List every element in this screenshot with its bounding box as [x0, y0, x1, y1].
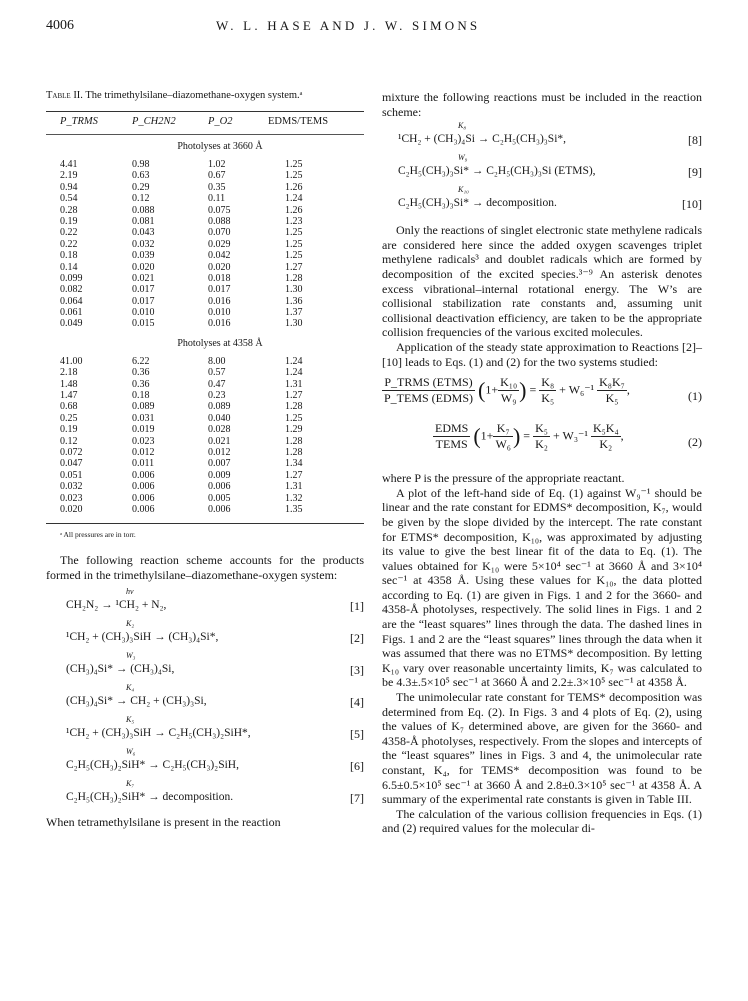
eq1-rhs1 — [539, 375, 556, 406]
cell-ratio: 1.31 — [285, 481, 303, 493]
cell-p-o2: 0.088 — [208, 215, 231, 227]
reaction-equation — [382, 121, 702, 153]
cell-p-o2: 0.012 — [208, 446, 231, 458]
cell-p-trms: 0.082 — [60, 284, 83, 296]
cell-p-ch2n2: 0.011 — [132, 458, 155, 470]
table-caption-text: The trimethylsilane–diazomethane-oxygen system.ᵃ — [85, 90, 303, 101]
cell-p-ch2n2: 0.089 — [132, 401, 155, 413]
cell-p-o2: 0.040 — [208, 412, 231, 424]
table-row — [46, 250, 364, 261]
cell-p-trms: 0.22 — [60, 227, 78, 239]
cell-p-ch2n2: 0.36 — [132, 367, 150, 379]
right-paragraph-5: The unimolecular rate constant for TEMS* decomposition was determined from Eq. (2). In Figs. 3 and 4 plots of Eq. (2), using the values of K₇ determined above, are given for the 3660- and 4358-Å photolyses, respectively. From the slopes and intercepts of the “least squares” lines in Figs. 3 and 4, the unimolecular rate constant, K₄, for TEMS* decomposition was found to be 6.5±0.5×10⁵ sec⁻¹ at 3660 Å and 2.8±0.3×10⁵ sec⁻¹ at 4358 Å. A summary of the experimental rate constants is given in Table III. — [382, 690, 702, 807]
cell-ratio: 1.25 — [285, 250, 303, 262]
right-paragraph-0: mixture the following reactions must be included in the reaction scheme: — [382, 90, 702, 119]
page-number: 4006 — [46, 18, 74, 33]
eq2-rhs2-num: K₅K₄ — [592, 421, 619, 436]
rate-constant-label: W₉ — [458, 153, 468, 163]
cell-p-ch2n2: 0.039 — [132, 250, 155, 262]
table-row — [46, 379, 364, 390]
cell-p-ch2n2: 0.98 — [132, 159, 150, 170]
reaction-number: [3] — [350, 662, 364, 677]
eq1-lhs-num: P_TRMS (ETMS) — [382, 375, 475, 391]
table-header-rule — [46, 134, 364, 135]
cell-ratio: 1.28 — [285, 272, 303, 284]
cell-p-o2: 0.089 — [208, 401, 231, 413]
table-row — [46, 159, 364, 170]
cell-ratio: 1.26 — [285, 204, 303, 216]
cell-p-ch2n2: 0.017 — [132, 295, 155, 307]
reaction-number: [5] — [350, 726, 364, 741]
right-paragraph-2: Application of the steady state approximation to Reactions [2]–[10] leads to Eqs. (1) and (2) for the two systems studied: — [382, 339, 702, 369]
reaction-number: [4] — [350, 694, 364, 709]
eq2-label: (2) — [688, 435, 702, 450]
cell-p-ch2n2: 6.22 — [132, 355, 150, 367]
table-row — [46, 227, 364, 238]
reaction-text: ¹CH₂ + (CH₃)₄Si → C₂H₅(CH₃)₃Si*, — [398, 133, 567, 146]
eq2-mid: + W₃⁻¹ — [552, 428, 588, 443]
eq1-rhs1-num: K₈ — [541, 375, 555, 390]
table-row — [46, 413, 364, 424]
cell-p-ch2n2: 0.043 — [132, 227, 155, 239]
reaction-number: [8] — [688, 133, 702, 148]
col-header-p-o2: P_O2 — [208, 116, 233, 127]
table-row — [46, 470, 364, 481]
reaction-number: [1] — [350, 598, 364, 613]
cell-p-ch2n2: 0.020 — [132, 261, 155, 273]
cell-p-ch2n2: 0.006 — [132, 481, 155, 493]
cell-p-o2: 0.070 — [208, 227, 231, 239]
cell-p-o2: 0.017 — [208, 284, 231, 296]
eq1-rhs1-den: K₅ — [541, 391, 555, 406]
cell-ratio: 1.36 — [285, 295, 303, 307]
eq2-rhs1-num: K₅ — [535, 421, 548, 436]
cell-ratio: 1.25 — [285, 412, 303, 424]
cell-p-ch2n2: 0.021 — [132, 272, 155, 284]
table-row — [46, 367, 364, 378]
table-caption — [46, 90, 364, 101]
table-row — [46, 318, 364, 329]
eq1-label: (1) — [688, 389, 702, 404]
cell-ratio: 1.24 — [285, 193, 303, 205]
cell-p-o2: 0.23 — [208, 390, 226, 402]
eq2-paren-num: K₇ — [493, 421, 513, 437]
eq2-rhs1-den: K₂ — [535, 437, 548, 452]
cell-p-trms: 0.28 — [60, 204, 78, 216]
table-row — [46, 216, 364, 227]
cell-p-o2: 0.010 — [208, 307, 231, 319]
cell-p-trms: 0.072 — [60, 446, 83, 458]
cell-ratio: 1.23 — [285, 215, 303, 227]
cell-p-o2: 0.006 — [208, 503, 231, 515]
eq1-mid: + W₆⁻¹ — [559, 382, 595, 397]
cell-p-o2: 0.020 — [208, 261, 231, 273]
right-paragraph-4: A plot of the left-hand side of Eq. (1) against W₉⁻¹ should be linear and the rate constant for EDMS* decomposition, K₇, would be given by the slope divided by the intercept. The rate constant for ETMS* decomposition, K₁₀, was approximated by adjusting its value to give the best linear fit of the data to Eq. (1). The values obtained for K₁₀ were 5×10⁴ sec⁻¹ at 3660 Å and 3×10⁴ sec⁻¹ at 4358 Å. Using these values for K₁₀, the data plotted according to Eq. (1) are given in Figs. 1 and 2 for the 3660- and 4358-Å photolyses, respectively. The solid lines in Figs. 1 and 2 are the “least squares” lines through the data. The dashed lines in Figs. 1 and 2 are the “least squares” lines through the data when it was assumed that there was no ETMS* decomposition. By letting K₁₀ vary over reasonable uncertainty limits, K₇ was calculated to be 4.3±.5×10⁵ sec⁻¹ at 3660 Å and 2.2±.3×10⁵ sec⁻¹ at 4358 Å. — [382, 485, 702, 690]
cell-p-trms: 4.41 — [60, 159, 78, 170]
reaction-equation — [382, 153, 702, 185]
cell-ratio: 1.37 — [285, 307, 303, 319]
rate-constant-label: W₃ — [126, 650, 136, 660]
table-bottom-rule — [46, 523, 364, 524]
page-header — [46, 18, 696, 40]
cell-p-o2: 0.029 — [208, 238, 231, 250]
eq2-lhs — [433, 421, 470, 452]
rate-constant-label: K₄ — [126, 682, 135, 692]
reaction-number: [10] — [682, 197, 702, 212]
cell-ratio: 1.28 — [285, 435, 303, 447]
cell-p-trms: 1.48 — [60, 378, 78, 390]
cell-p-trms: 0.19 — [60, 424, 78, 436]
cell-p-trms: 0.099 — [60, 272, 83, 284]
cell-p-ch2n2: 0.29 — [132, 181, 150, 193]
right-paragraph-1: Only the reactions of singlet electronic state methylene radicals are considered here since the added oxygen scavenges triplet methylene radicals³ and doublet radicals which are formed by decomposition of the excited species.³⁻⁹ An asterisk denotes excess vibrational–internal rotational energy. The W’s are collisional stabilization rate constants and, assuming unit collisional deactivation efficiency, are taken to be the appropriate collision frequencies of the various excited molecules. — [382, 223, 702, 340]
cell-p-o2: 0.018 — [208, 272, 231, 284]
cell-ratio: 1.31 — [285, 378, 303, 390]
group2-rows — [46, 356, 364, 515]
cell-p-trms: 0.19 — [60, 215, 78, 227]
reaction-number: [7] — [350, 790, 364, 805]
cell-p-ch2n2: 0.081 — [132, 215, 155, 227]
cell-p-ch2n2: 0.012 — [132, 446, 155, 458]
cell-p-ch2n2: 0.006 — [132, 469, 155, 481]
table-row — [46, 193, 364, 204]
cell-ratio: 1.25 — [285, 227, 303, 239]
eq2-paren — [493, 421, 513, 452]
eq1-rhs2-num: K₈K₇ — [599, 375, 625, 390]
eq1-lhs-den: P_TEMS (EDMS) — [384, 391, 474, 406]
reaction-text: (CH₃)₄Si* → CH₂ + (CH₃)₃Si, — [66, 694, 207, 707]
cell-p-trms: 0.049 — [60, 318, 83, 330]
cell-p-ch2n2: 0.18 — [132, 390, 150, 402]
eq1-paren-num: K₁₀ — [500, 375, 518, 390]
running-head: W. L. HASE AND J. W. SIMONS — [216, 18, 481, 33]
table-row — [46, 296, 364, 307]
table-row — [46, 262, 364, 273]
rate-constant-label: K₈ — [458, 121, 467, 131]
cell-p-trms: 0.54 — [60, 193, 78, 205]
group2-title: Photolyses at 4358 Å — [177, 337, 263, 349]
equation-2: $\frac{\text{EDMS}}{\text{TEMS}}$ (1+ $\frac{\text{K₇}}{\text{W₆}}$ ) = $\frac{\text{K₅}}{\text{K₂}}$ + W₃⁻¹ $\frac{\text{K₅K₄}}{\text{K₂}}$ , (2) — [435, 421, 702, 452]
intro-paragraph: The following reaction scheme accounts for the products formed in the trimethylsilane–diazomethane-oxygen system: — [46, 553, 364, 582]
reaction-text: (CH₃)₄Si* → (CH₃)₄Si, — [66, 662, 175, 675]
right-column — [382, 90, 702, 990]
eq2-lhs-den: TEMS — [435, 437, 468, 452]
group1-title: Photolyses at 3660 Å — [177, 141, 263, 152]
cell-p-trms: 0.064 — [60, 295, 83, 307]
cell-p-o2: 0.016 — [208, 318, 231, 330]
cell-p-ch2n2: 0.015 — [132, 318, 155, 330]
cell-ratio: 1.25 — [285, 170, 303, 182]
cell-ratio: 1.27 — [285, 261, 303, 273]
group1-rows — [46, 159, 364, 330]
eq1-paren-den: W₉ — [500, 391, 517, 406]
col-header-ratio: EDMS/TEMS — [268, 116, 329, 127]
right-paragraph-6: The calculation of the various collision frequencies in Eqs. (1) and (2) required values for the molecular di- — [382, 806, 702, 836]
cell-ratio: 1.27 — [285, 469, 303, 481]
table-row — [46, 481, 364, 492]
cell-p-trms: 0.94 — [60, 181, 78, 193]
col-header-p-ch2n2: P_CH2N2 — [132, 116, 176, 127]
cell-p-trms: 0.032 — [60, 481, 83, 493]
rate-constant-label: K₁₀ — [458, 185, 469, 195]
table-row — [46, 205, 364, 216]
eq2-rhs2-den: K₂ — [599, 437, 613, 452]
cell-p-o2: 1.02 — [208, 159, 226, 170]
cell-p-trms: 41.00 — [60, 355, 83, 367]
right-paragraph-3: where P is the pressure of the appropriate reactant. — [382, 471, 625, 486]
cell-p-trms: 0.68 — [60, 401, 78, 413]
cell-p-trms: 0.020 — [60, 503, 83, 515]
cell-p-o2: 0.009 — [208, 469, 231, 481]
cell-p-ch2n2: 0.006 — [132, 492, 155, 504]
reaction-number: [6] — [350, 758, 364, 773]
closing-line: When tetramethylsilane is present in the reaction — [46, 814, 281, 829]
cell-p-o2: 0.006 — [208, 481, 231, 493]
table-row — [46, 424, 364, 435]
table-row — [46, 182, 364, 193]
cell-p-trms: 1.47 — [60, 390, 78, 402]
eq1-rhs2-den: K₅ — [605, 391, 619, 406]
rate-constant-label: hν — [126, 586, 134, 596]
table-footnote: ᵃ All pressures are in torr. — [60, 530, 136, 540]
cell-p-ch2n2: 0.36 — [132, 378, 150, 390]
cell-p-o2: 0.016 — [208, 295, 231, 307]
eq1-paren — [498, 375, 519, 406]
reaction-text: ¹CH₂ + (CH₃)₃SiH → C₂H₅(CH₃)₂SiH*, — [66, 726, 251, 739]
cell-p-ch2n2: 0.017 — [132, 284, 155, 296]
reaction-text: C₂H₅(CH₃)₃Si* → C₂H₅(CH₃)₃Si (ETMS), — [398, 165, 596, 178]
cell-p-ch2n2: 0.023 — [132, 435, 155, 447]
cell-p-o2: 0.11 — [208, 193, 226, 205]
cell-p-ch2n2: 0.031 — [132, 412, 155, 424]
cell-ratio: 1.25 — [285, 238, 303, 250]
cell-p-o2: 0.35 — [208, 181, 226, 193]
rate-constant-label: W₆ — [126, 746, 136, 756]
cell-p-o2: 0.042 — [208, 250, 231, 262]
reaction-equation — [46, 651, 364, 683]
cell-ratio: 1.28 — [285, 446, 303, 458]
table-header-row — [46, 112, 364, 134]
table-row — [46, 356, 364, 367]
reaction-equation — [46, 747, 364, 779]
cell-p-o2: 0.005 — [208, 492, 231, 504]
eq1-rhs2 — [597, 375, 627, 406]
reaction-equation — [46, 715, 364, 747]
reaction-equation — [46, 683, 364, 715]
rate-constant-label: K₂ — [126, 618, 135, 628]
cell-ratio: 1.30 — [285, 284, 303, 296]
cell-ratio: 1.24 — [285, 367, 303, 379]
cell-p-o2: 8.00 — [208, 355, 226, 367]
table-row — [46, 401, 364, 412]
reaction-equation — [382, 185, 702, 217]
cell-p-trms: 0.061 — [60, 307, 83, 319]
reaction-equation — [46, 779, 364, 811]
cell-p-ch2n2: 0.12 — [132, 193, 150, 205]
reaction-equation — [46, 619, 364, 651]
cell-p-ch2n2: 0.088 — [132, 204, 155, 216]
cell-p-trms: 0.12 — [60, 435, 78, 447]
cell-p-ch2n2: 0.010 — [132, 307, 155, 319]
table-row — [46, 273, 364, 284]
cell-p-trms: 0.023 — [60, 492, 83, 504]
eq2-rhs1 — [533, 421, 550, 452]
cell-ratio: 1.24 — [285, 355, 303, 367]
eq2-paren-den: W₆ — [495, 437, 511, 452]
cell-ratio: 1.27 — [285, 390, 303, 402]
reaction-text: C₂H₅(CH₃)₂SiH* → decomposition. — [66, 790, 234, 803]
cell-p-o2: 0.47 — [208, 378, 226, 390]
table-row — [46, 493, 364, 504]
col-header-p-trms: P_TRMS — [60, 116, 98, 127]
equation-1: $\frac{\text{P\_TRMS (ETMS)}}{\text{P\_TEMS (EDMS)}}$ (1+ $\frac{\text{K₁₀}}{\text{W₉}}$ ) = $\frac{\text{K₈}}{\text{K₅}}$ + W₆⁻¹ $\frac{\text{K₈K₇}}{\text{K₅}}$ , (1) — [384, 375, 702, 406]
cell-p-ch2n2: 0.006 — [132, 503, 155, 515]
cell-p-trms: 2.19 — [60, 170, 78, 182]
cell-ratio: 1.28 — [285, 401, 303, 413]
cell-p-ch2n2: 0.63 — [132, 170, 150, 182]
cell-ratio: 1.25 — [285, 159, 303, 170]
cell-ratio: 1.30 — [285, 318, 303, 330]
cell-p-ch2n2: 0.019 — [132, 424, 155, 436]
eq2-rhs2 — [591, 421, 621, 452]
table-row — [46, 447, 364, 458]
cell-p-o2: 0.028 — [208, 424, 231, 436]
eq1-lhs — [382, 375, 475, 406]
cell-ratio: 1.35 — [285, 503, 303, 515]
table-row — [46, 504, 364, 515]
cell-ratio: 1.26 — [285, 181, 303, 193]
cell-p-trms: 0.18 — [60, 250, 78, 262]
cell-p-o2: 0.075 — [208, 204, 231, 216]
reaction-scheme-left — [46, 587, 364, 811]
cell-ratio: 1.32 — [285, 492, 303, 504]
table-row — [46, 170, 364, 181]
cell-p-trms: 0.14 — [60, 261, 78, 273]
table-row — [46, 307, 364, 318]
reaction-text: CH₂N₂ → ¹CH₂ + N₂, — [66, 598, 167, 611]
reaction-text: C₂H₅(CH₃)₃Si* → decomposition. — [398, 197, 557, 210]
reaction-text: ¹CH₂ + (CH₃)₃SiH → (CH₃)₄Si*, — [66, 630, 219, 643]
cell-p-ch2n2: 0.032 — [132, 238, 155, 250]
cell-p-o2: 0.021 — [208, 435, 231, 447]
cell-ratio: 1.34 — [285, 458, 303, 470]
cell-p-trms: 0.25 — [60, 412, 78, 424]
cell-p-o2: 0.67 — [208, 170, 226, 182]
cell-p-o2: 0.57 — [208, 367, 226, 379]
cell-p-trms: 0.22 — [60, 238, 78, 250]
eq2-lhs-num: EDMS — [435, 421, 469, 436]
cell-p-trms: 0.051 — [60, 469, 83, 481]
table-row — [46, 436, 364, 447]
table-row — [46, 239, 364, 250]
cell-ratio: 1.29 — [285, 424, 303, 436]
reaction-equation — [46, 587, 364, 619]
cell-p-trms: 0.047 — [60, 458, 83, 470]
table-caption-label: Table II. — [46, 90, 83, 101]
table-row — [46, 390, 364, 401]
left-column — [46, 90, 364, 990]
reaction-text: C₂H₅(CH₃)₂SiH* → C₂H₅(CH₃)₂SiH, — [66, 758, 239, 771]
cell-p-trms: 2.18 — [60, 367, 78, 379]
table-row — [46, 458, 364, 469]
reaction-number: [2] — [350, 630, 364, 645]
reaction-number: [9] — [688, 165, 702, 180]
rate-constant-label: K₅ — [126, 714, 135, 724]
cell-p-o2: 0.007 — [208, 458, 231, 470]
reaction-scheme-right — [382, 121, 702, 217]
table-row — [46, 284, 364, 295]
rate-constant-label: K₇ — [126, 778, 135, 788]
